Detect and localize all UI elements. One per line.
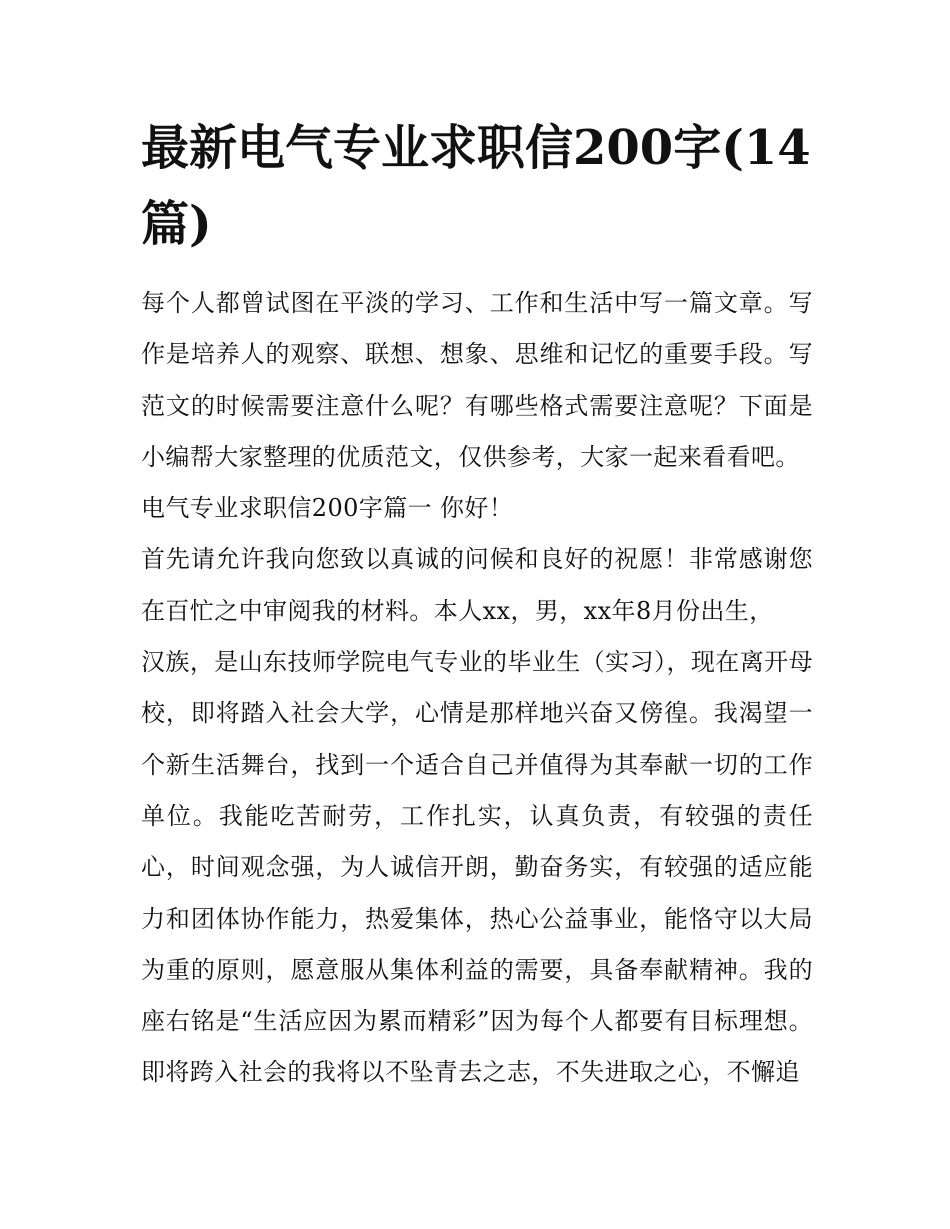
section-heading-line: 电气专业求职信200字篇一 你好！ <box>141 494 514 523</box>
intro-paragraph: 每个人都曾试图在平淡的学习、工作和生活中写一篇文章。写作是培养人的观察、联想、想象、思维和记忆的重要手段。写范文的时候需要注意什么呢？有哪些格式需要注意呢？下面是小编帮大家整理的优质范文，仅供参考，大家一起来看看吧。 <box>141 289 813 471</box>
letter-paragraph-1: 首先请允许我向您致以真诚的问候和良好的祝愿！非常感谢您在百忙之中审阅我的材料。本人xx，男，xx年8月份出生， <box>141 545 813 625</box>
letter-paragraph-2: 汉族，是山东技师学院电气专业的毕业生（实习），现在离开母校，即将踏入社会大学，心情是那样地兴奋又傍徨。我渴望一个新生活舞台，找到一个适合自己并值得为其奉献一切的工作单位。我能吃苦耐劳，工作扎实，认真负责，有较强的责任心，时间观念强，为人诚信开朗，勤奋务实，有较强的适应能力和团体协作能力，热爱集体，热心公益事业，能恪守以大局为重的原则，愿意服从集体利益的需要，具备奉献精神。我的座右铭是“生活应因为累而精彩”因为每个人都要有目标理想。即将跨入社会的我将以不坠青去之志，不失进取之心，不懈追 <box>141 648 813 1087</box>
document-title: 最新电气专业求职信200字(14篇) <box>141 120 811 252</box>
document-body <box>141 278 813 1099</box>
